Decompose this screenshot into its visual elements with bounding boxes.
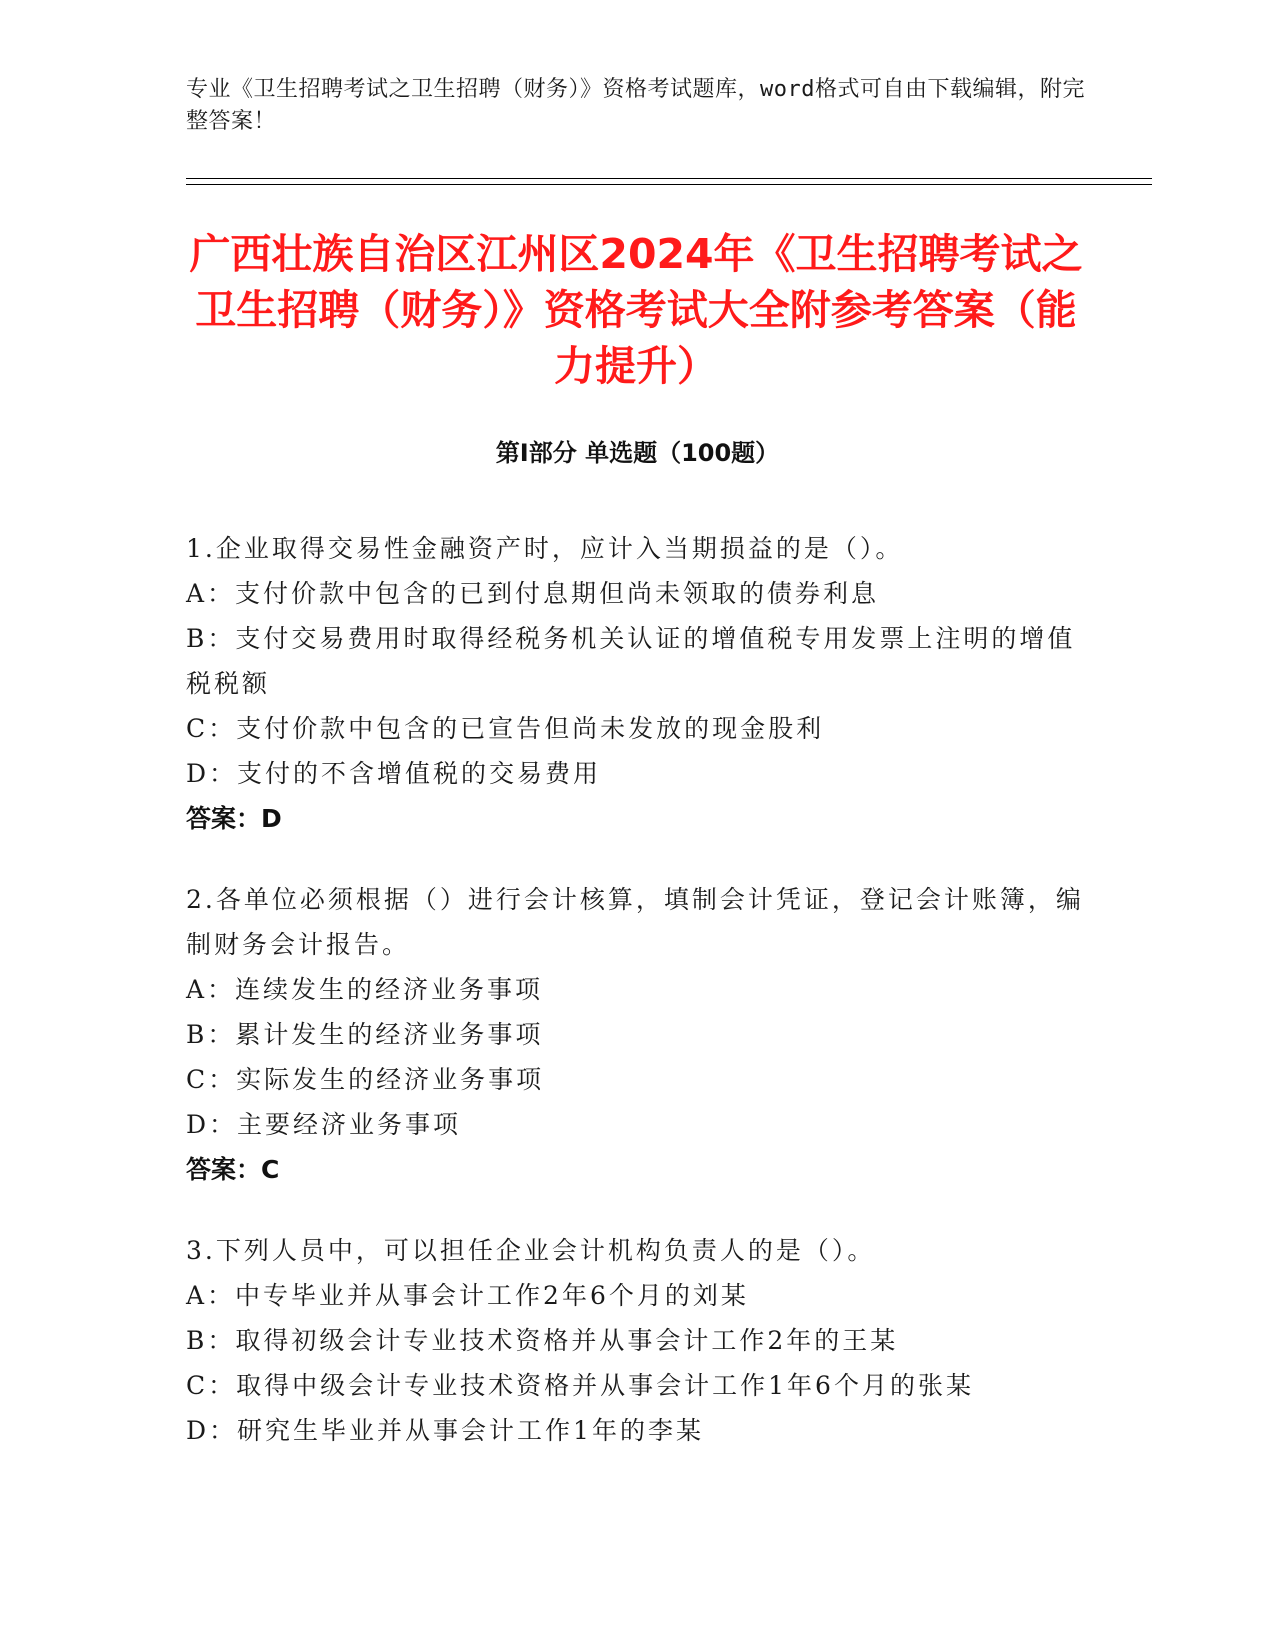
- document-title: 广西壮族自治区江州区2024年《卫生招聘考试之卫生招聘（财务）》资格考试大全附参考答案（能力提升）: [189, 230, 1083, 390]
- question-stem: 3.下列人员中，可以担任企业会计机构负责人的是（）。: [186, 1236, 876, 1265]
- option-b: B：支付交易费用时取得经税务机关认证的增值税专用发票上注明的增值税税额: [186, 624, 1076, 698]
- option-c: C：实际发生的经济业务事项: [186, 1065, 545, 1094]
- question-list: [186, 526, 1086, 1489]
- option-a: A：支付价款中包含的已到付息期但尚未领取的债券利息: [186, 579, 880, 608]
- option-c: C：取得中级会计专业技术资格并从事会计工作1年6个月的张某: [186, 1371, 974, 1400]
- header-divider-bottom: [186, 184, 1152, 185]
- option-d: D：主要经济业务事项: [186, 1110, 462, 1139]
- option-a: A：中专毕业并从事会计工作2年6个月的刘某: [186, 1281, 749, 1310]
- question-3: [186, 1228, 1086, 1453]
- option-d: D：研究生毕业并从事会计工作1年的李某: [186, 1416, 704, 1445]
- option-c: C：支付价款中包含的已宣告但尚未发放的现金股利: [186, 714, 825, 743]
- option-a: A：连续发生的经济业务事项: [186, 975, 544, 1004]
- section-heading: 第Ⅰ部分 单选题（100题）: [495, 439, 780, 467]
- answer-line: 答案：C: [186, 1155, 280, 1184]
- question-1: [186, 526, 1086, 841]
- header-note: 专业《卫生招聘考试之卫生招聘（财务）》资格考试题库，word格式可自由下载编辑，附完整答案！: [186, 77, 1085, 134]
- question-stem: 1.企业取得交易性金融资产时，应计入当期损益的是（）。: [186, 534, 904, 563]
- option-b: B：取得初级会计专业技术资格并从事会计工作2年的王某: [186, 1326, 899, 1355]
- option-b: B：累计发生的经济业务事项: [186, 1020, 544, 1049]
- answer-line: 答案：D: [186, 804, 282, 833]
- header-divider-top: [186, 178, 1152, 179]
- question-2: [186, 877, 1086, 1192]
- question-stem: 2.各单位必须根据（）进行会计核算，填制会计凭证，登记会计账簿，编制财务会计报告。: [186, 885, 1084, 959]
- option-d: D：支付的不含增值税的交易费用: [186, 759, 602, 788]
